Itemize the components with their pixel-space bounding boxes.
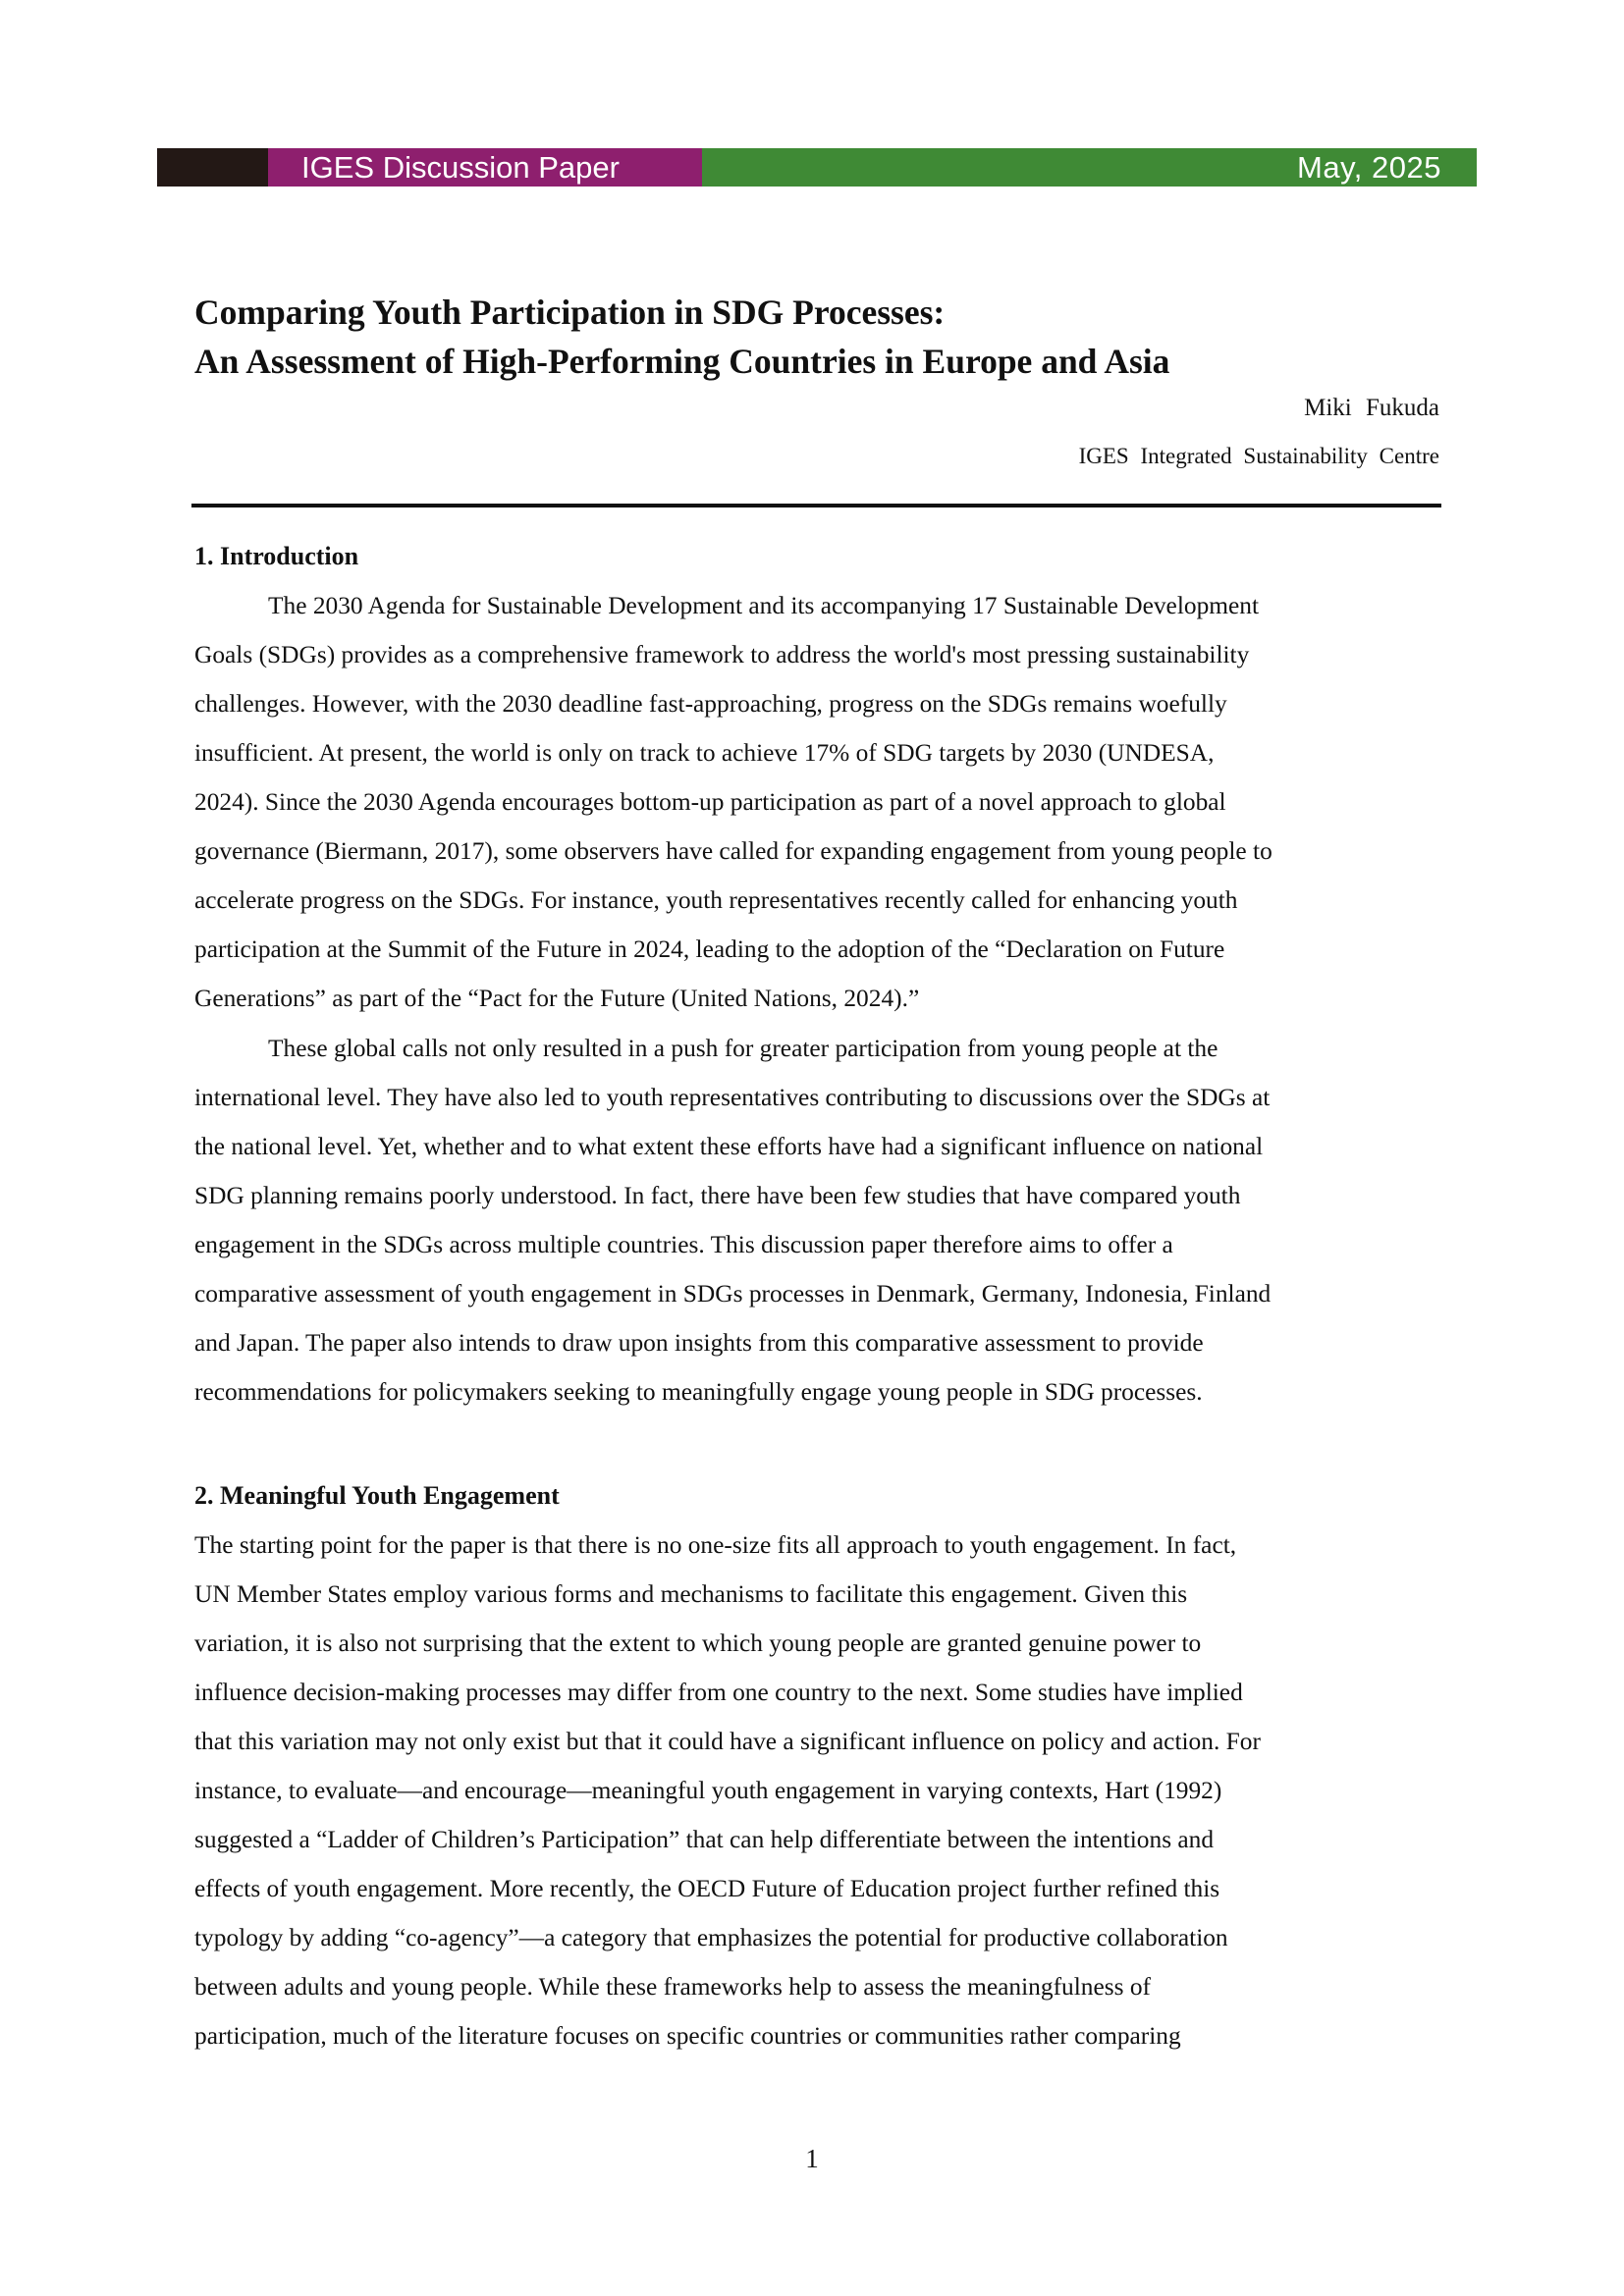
body-line: recommendations for policymakers seeking to meaningfully engage young people in SDG processes. xyxy=(194,1378,1203,1406)
body-line: and Japan. The paper also intends to draw upon insights from this comparative assessment to provide xyxy=(194,1329,1204,1357)
body-line: UN Member States employ various forms and mechanisms to facilitate this engagement. Given this xyxy=(194,1580,1188,1608)
body-line: suggested a “Ladder of Children’s Participation” that can help differentiate between the intentions and xyxy=(194,1826,1215,1853)
body-line: The 2030 Agenda for Sustainable Development and its accompanying 17 Sustainable Development xyxy=(268,592,1260,619)
body-line: that this variation may not only exist but that it could have a significant influence on policy and action. For xyxy=(194,1728,1261,1755)
publication-date: May, 2025 xyxy=(1297,150,1441,185)
body-line: The starting point for the paper is that there is no one-size fits all approach to youth engagement. In fact, xyxy=(194,1531,1237,1559)
section-heading-introduction: 1. Introduction xyxy=(194,542,359,570)
body-line: These global calls not only resulted in a push for greater participation from young people at the xyxy=(268,1035,1218,1062)
page-number: 1 xyxy=(805,2144,819,2173)
title-line-2: An Assessment of High-Performing Countries in Europe and Asia xyxy=(194,342,1170,381)
body-line: between adults and young people. While these frameworks help to assess the meaningfulness of xyxy=(194,1973,1151,2001)
header-band xyxy=(157,148,1477,187)
body-line: variation, it is also not surprising that the extent to which young people are granted genuine power to xyxy=(194,1629,1202,1657)
body-line: comparative assessment of youth engagement in SDGs processes in Denmark, Germany, Indonesia, Finland xyxy=(194,1280,1272,1308)
body-line: international level. They have also led to youth representatives contributing to discussions over the SDGs at xyxy=(194,1084,1271,1111)
body-line: challenges. However, with the 2030 deadline fast-approaching, progress on the SDGs remains woefully xyxy=(194,690,1227,718)
body-line: SDG planning remains poorly understood. In fact, there have been few studies that have compared youth xyxy=(194,1182,1241,1209)
body-line: Generations” as part of the “Pact for the Future (United Nations, 2024).” xyxy=(194,985,920,1012)
author-name: Miki Fukuda xyxy=(1304,395,1439,421)
body-line: engagement in the SDGs across multiple countries. This discussion paper therefore aims to offer a xyxy=(194,1231,1173,1258)
body-line: influence decision-making processes may differ from one country to the next. Some studies have implied xyxy=(194,1679,1243,1706)
paper-title xyxy=(194,288,1441,386)
body-line: Goals (SDGs) provides as a comprehensive framework to address the world's most pressing sustainability xyxy=(194,641,1250,668)
section-heading-meaningful-youth-engagement: 2. Meaningful Youth Engagement xyxy=(194,1481,560,1510)
header-band-dark-segment xyxy=(157,148,268,187)
body-line: typology by adding “co-agency”—a category that emphasizes the potential for productive collaboration xyxy=(194,1924,1228,1951)
series-label: IGES Discussion Paper xyxy=(301,150,620,185)
body-line: insufficient. At present, the world is only on track to achieve 17% of SDG targets by 2030 (UNDESA, xyxy=(194,739,1215,767)
body-line: the national level. Yet, whether and to what extent these efforts have had a significant influence on national xyxy=(194,1133,1264,1160)
title-divider xyxy=(191,504,1441,507)
body-line: governance (Biermann, 2017), some observers have called for expanding engagement from young people to xyxy=(194,837,1272,865)
body-line: effects of youth engagement. More recently, the OECD Future of Education project further refined this xyxy=(194,1875,1220,1902)
body-line: 2024). Since the 2030 Agenda encourages bottom-up participation as part of a novel approach to global xyxy=(194,788,1226,816)
body-line: participation, much of the literature focuses on specific countries or communities rather comparing xyxy=(194,2022,1181,2050)
body-line: accelerate progress on the SDGs. For instance, youth representatives recently called for enhancing youth xyxy=(194,886,1238,914)
title-line-1: Comparing Youth Participation in SDG Processes: xyxy=(194,293,946,332)
body-line: instance, to evaluate—and encourage—meaningful youth engagement in varying contexts, Hart (1992) xyxy=(194,1777,1222,1804)
body-line: participation at the Summit of the Future in 2024, leading to the adoption of the “Declaration on Future xyxy=(194,935,1225,963)
author-affiliation: IGES Integrated Sustainability Centre xyxy=(1078,444,1439,468)
